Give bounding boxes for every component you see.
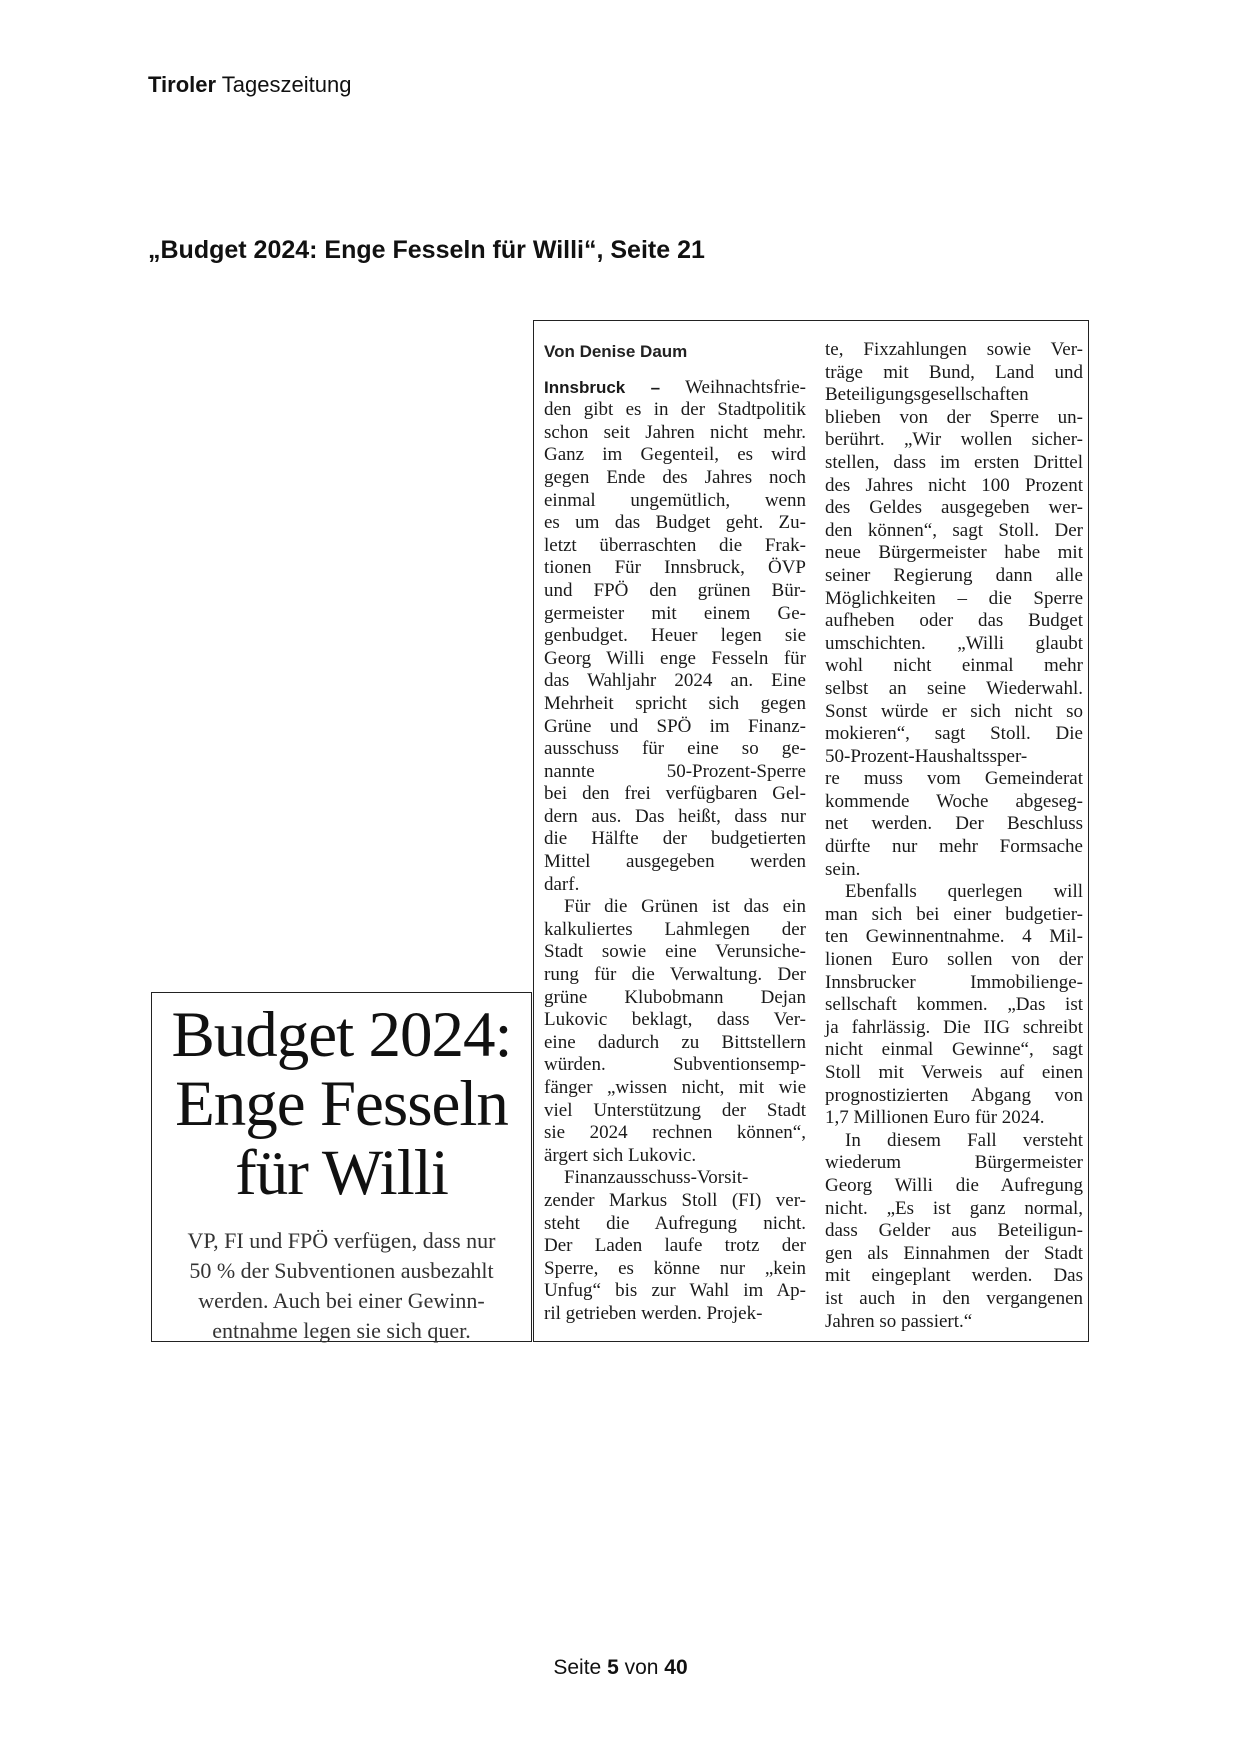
article-line: neue Bürgermeister habe mit	[825, 542, 1083, 564]
article-line: Innsbrucker Immobilienge-	[825, 971, 1083, 993]
article-line: berührt. „Wir wollen sicher-	[825, 429, 1083, 451]
article-line: Lukovic beklagt, dass Ver-	[544, 1009, 806, 1031]
article-line: tionen Für Innsbruck, ÖVP	[544, 557, 806, 579]
article-line: mit eingeplant werden. Das	[825, 1265, 1083, 1287]
article-line: sellschaft kommen. „Das ist	[825, 994, 1083, 1016]
article-line: steht die Aufregung nicht.	[544, 1212, 806, 1234]
lead-line: 50 % der Subventionen ausbezahlt	[189, 1258, 494, 1283]
headline-line: Budget 2024:	[171, 999, 512, 1071]
article-line: Der Laden laufe trotz der	[544, 1235, 806, 1257]
lead-line: werden. Auch bei einer Gewinn-	[198, 1288, 485, 1313]
article-line: sein.	[825, 858, 861, 880]
article-line: nannte 50-Prozent-Sperre	[544, 760, 806, 782]
article-line: selbst an seine Wiederwahl.	[825, 677, 1083, 699]
article-line: es um das Budget geht. Zu-	[544, 512, 806, 534]
article-line: kommende Woche abgeseg-	[825, 790, 1083, 812]
paragraph-3	[544, 1167, 806, 1325]
article-line: Sonst würde er sich nicht so	[825, 700, 1083, 722]
headline-line: Enge Fesseln	[175, 1068, 508, 1140]
footer-prefix: Seite	[553, 1656, 602, 1679]
article-line: Ganz im Gegenteil, es wird	[544, 444, 806, 466]
article-line: mokieren“, sagt Stoll. Die	[825, 723, 1083, 745]
article-line: des Jahres nicht 100 Prozent	[825, 474, 1083, 496]
article-headline	[152, 1001, 531, 1208]
article-line: te, Fixzahlungen sowie Ver-	[825, 339, 1083, 360]
article-line: den gibt es in der Stadtpolitik	[544, 399, 806, 421]
article-line: Möglichkeiten – die Sperre	[825, 587, 1083, 609]
article-column-right	[825, 339, 1083, 1333]
article-column-left	[544, 341, 806, 1326]
article-line: umschichten. „Willi glaubt	[825, 632, 1083, 654]
article-line: schon seit Jahren nicht mehr.	[544, 421, 806, 443]
article-line: Stoll mit Verweis auf einen	[825, 1062, 1083, 1083]
paragraph-4	[825, 339, 1083, 881]
article-line	[544, 377, 806, 400]
article-line: 1,7 Millionen Euro für 2024.	[825, 1107, 1045, 1129]
article-line: zender Markus Stoll (FI) ver-	[544, 1189, 806, 1211]
article-line: träge mit Bund, Land und	[825, 361, 1083, 383]
article-line: das Wahljahr 2024 an. Eine	[544, 670, 806, 692]
paragraph-1	[544, 399, 806, 896]
article-line: Georg Willi die Aufregung	[825, 1174, 1083, 1196]
article-line: den können“, sagt Stoll. Der	[825, 519, 1083, 541]
article-line: dern aus. Das heißt, dass nur	[544, 805, 806, 827]
page-footer	[0, 1656, 1241, 1680]
lead-line: VP, FI und FPÖ verfügen, dass nur	[187, 1228, 496, 1253]
article-line: net werden. Der Beschluss	[825, 813, 1083, 835]
article-line: aufheben oder das Budget	[825, 610, 1083, 632]
article-line: Jahren so passiert.“	[825, 1310, 973, 1332]
footer-middle: von	[624, 1656, 659, 1679]
article-line: man sich bei einer budgetier-	[825, 903, 1083, 925]
article-line: eine dadurch zu Bittstellern	[544, 1031, 806, 1053]
article-line: Grüne und SPÖ im Finanz-	[544, 715, 806, 737]
article-lead	[162, 1226, 521, 1346]
publication-name-rest: Tageszeitung	[221, 72, 352, 97]
paragraph-5	[825, 881, 1083, 1130]
article-line: Georg Willi enge Fesseln für	[544, 647, 806, 669]
publication-name	[148, 72, 351, 98]
publication-name-bold: Tiroler	[148, 72, 217, 97]
article-line: blieben von der Sperre un-	[825, 406, 1083, 428]
first-line-text: Weihnachtsfrie-	[685, 376, 806, 398]
document-title: „Budget 2024: Enge Fesseln für Willi“, Seite 21	[148, 236, 705, 264]
paragraph-2	[544, 896, 806, 1167]
article-line: Sperre, es könne nur „kein	[544, 1257, 806, 1279]
article-line: Beteiligungsgesellschaften	[825, 384, 1029, 406]
article-line: grüne Klubobmann Dejan	[544, 986, 806, 1008]
article-line: letzt überraschten die Frak-	[544, 534, 806, 556]
article-line: und FPÖ den grünen Bür-	[544, 579, 806, 601]
headline-line: für Willi	[235, 1137, 448, 1209]
article-line: Finanzausschuss-Vorsit-	[564, 1167, 749, 1189]
lead-line: entnahme legen sie sich quer.	[212, 1318, 471, 1343]
article-line: prognostizierten Abgang von	[825, 1084, 1083, 1106]
article-line: ten Gewinnentnahme. 4 Mil-	[825, 926, 1083, 948]
article-line: Unfug“ bis zur Wahl im Ap-	[544, 1280, 806, 1302]
article-line: wiederum Bürgermeister	[825, 1152, 1083, 1174]
article-line: ärgert sich Lukovic.	[544, 1144, 697, 1166]
article-line: 50-Prozent-Haushaltssper-	[825, 745, 1028, 767]
article-line: würden. Subventionsemp-	[544, 1054, 806, 1076]
paragraph-6	[825, 1130, 1083, 1333]
article-line: die Hälfte der budgetierten	[544, 828, 806, 850]
article-line: viel Unterstützung der Stadt	[544, 1099, 806, 1121]
article-line: dürfte nur mehr Formsache	[825, 836, 1083, 858]
article-line: fänger „wissen nicht, mit wie	[544, 1077, 806, 1098]
headline-box	[151, 992, 532, 1342]
article-line: ausschuss für eine so ge-	[544, 738, 806, 760]
article-line: Mehrheit spricht sich gegen	[544, 692, 806, 714]
dateline: Innsbruck –	[544, 377, 661, 397]
page-number: 5	[607, 1656, 619, 1679]
article-line: re muss vom Gemeinderat	[825, 768, 1083, 790]
article-line: gen als Einnahmen der Stadt	[825, 1242, 1083, 1264]
article-line: ril getrieben werden. Projek-	[544, 1302, 763, 1324]
article-line: nicht einmal Gewinne“, sagt	[825, 1039, 1083, 1061]
article-line: lionen Euro sollen von der	[825, 949, 1083, 971]
article-line: ist auch in den vergangenen	[825, 1287, 1083, 1309]
article-line: kalkuliertes Lahmlegen der	[544, 918, 806, 940]
article-line: Mittel ausgegeben werden	[544, 851, 806, 873]
article-line: des Geldes ausgegeben wer-	[825, 497, 1083, 519]
article-line: nicht. „Es ist ganz normal,	[825, 1197, 1083, 1219]
article-line: germeister mit einem Ge-	[544, 602, 806, 624]
article-line: bei den frei verfügbaren Gel-	[544, 783, 806, 805]
article-line: sie 2024 rechnen können“,	[544, 1122, 806, 1144]
article-line: darf.	[544, 873, 580, 895]
article-line: In diesem Fall versteht	[845, 1129, 1083, 1151]
article-line: genbudget. Heuer legen sie	[544, 625, 806, 647]
article-line: ja fahrlässig. Die IIG schreibt	[825, 1016, 1083, 1038]
article-line: gegen Ende des Jahres noch	[544, 466, 806, 488]
article-line: stellen, dass im ersten Drittel	[825, 451, 1083, 473]
article-line: einmal ungemütlich, wenn	[544, 489, 806, 511]
article-body-box	[533, 320, 1089, 1342]
article-line: rung für die Verwaltung. Der	[544, 964, 806, 986]
article-line: wohl nicht einmal mehr	[825, 655, 1083, 677]
page-total: 40	[664, 1656, 688, 1679]
byline: Von Denise Daum	[544, 342, 688, 361]
article-line: Ebenfalls querlegen will	[845, 881, 1083, 903]
article-line: dass Gelder aus Beteiligun-	[825, 1220, 1083, 1242]
article-line: seiner Regierung dann alle	[825, 564, 1083, 586]
article-line: Für die Grünen ist das ein	[564, 896, 806, 918]
article-line: Stadt sowie eine Verunsiche-	[544, 941, 806, 963]
